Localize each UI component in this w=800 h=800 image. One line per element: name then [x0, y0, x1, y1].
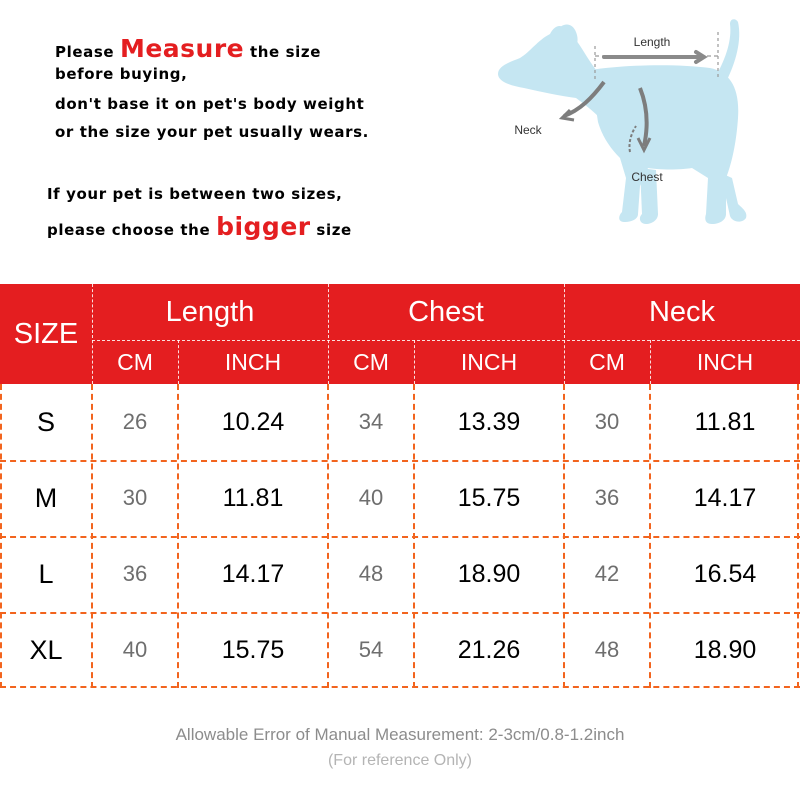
- chest-inch-header: INCH: [414, 340, 564, 384]
- header-divider: [564, 284, 565, 384]
- chest-label: Chest: [631, 170, 663, 184]
- table-row: [0, 460, 800, 536]
- instruction-line-choose-bigger: [47, 212, 352, 241]
- header-divider: [178, 340, 179, 384]
- length-cm-header: CM: [92, 340, 178, 384]
- column-divider: [563, 384, 565, 688]
- neck-cm-value: 36: [594, 485, 620, 510]
- length-cm-value: 36: [122, 561, 148, 586]
- header-divider: [92, 340, 800, 341]
- table-row: [0, 612, 800, 688]
- row-divider: [0, 460, 800, 462]
- instruction-line-between-sizes: If your pet is between two sizes,: [47, 185, 343, 203]
- length-inch-value: 14.17: [221, 559, 285, 588]
- neck-cm-header: CM: [564, 340, 650, 384]
- table-row: [0, 384, 800, 460]
- header-divider: [414, 340, 415, 384]
- length-cm-value: 40: [122, 637, 148, 662]
- length-arrow-icon: [604, 52, 704, 62]
- column-divider: [177, 384, 179, 688]
- table-row: [0, 536, 800, 612]
- header-divider: [92, 284, 93, 384]
- chest-cm-header: CM: [328, 340, 414, 384]
- neck-cm-value: 48: [594, 637, 620, 662]
- chest-cm-value: 34: [358, 409, 384, 434]
- chest-inch-value: 15.75: [457, 483, 521, 512]
- header-divider: [328, 284, 329, 384]
- bigger-emphasis: bigger: [216, 212, 311, 241]
- neck-inch-value: 11.81: [694, 407, 756, 436]
- neck-inch-value: 14.17: [693, 483, 757, 512]
- instruction-text: size: [310, 221, 352, 239]
- instruction-text: Please: [55, 43, 120, 61]
- measurement-error-note: Allowable Error of Manual Measurement: 2-3cm/0.8-1.2inch: [175, 725, 625, 744]
- length-cm-value: 26: [122, 409, 148, 434]
- length-inch-header: INCH: [178, 340, 328, 384]
- column-divider: [649, 384, 651, 688]
- size-column-header: SIZE: [0, 284, 92, 384]
- neck-inch-value: 18.90: [693, 635, 757, 664]
- size-chart-table: [0, 284, 800, 688]
- length-cm-value: 30: [122, 485, 148, 510]
- chest-group-header: Chest: [328, 284, 564, 340]
- chest-cm-value: 54: [358, 637, 384, 662]
- column-divider: [413, 384, 415, 688]
- length-group-header: Length: [92, 284, 328, 340]
- chest-inch-value: 21.26: [457, 635, 521, 664]
- instruction-line-measure: [55, 34, 321, 63]
- column-divider: [797, 384, 799, 688]
- neck-cm-value: 42: [594, 561, 620, 586]
- chest-cm-value: 40: [358, 485, 384, 510]
- neck-cm-value: 30: [594, 409, 620, 434]
- row-divider: [0, 686, 800, 688]
- reference-only-note: (For reference Only): [327, 752, 473, 769]
- dog-silhouette-icon: [498, 19, 746, 224]
- instruction-line-body-weight: don't base it on pet's body weight: [55, 95, 365, 113]
- column-divider: [327, 384, 329, 688]
- instruction-line-usual-size: or the size your pet usually wears.: [55, 123, 369, 141]
- instruction-line-before-buying: before buying,: [55, 65, 188, 83]
- size-label: S: [36, 406, 55, 437]
- size-label: L: [38, 558, 54, 589]
- size-label: M: [34, 482, 58, 513]
- chest-inch-value: 18.90: [457, 559, 521, 588]
- neck-inch-header: INCH: [650, 340, 800, 384]
- dog-measurement-diagram: [480, 18, 780, 248]
- length-inch-value: 15.75: [221, 635, 285, 664]
- column-divider: [91, 384, 93, 688]
- row-divider: [0, 536, 800, 538]
- instruction-text: the size: [244, 43, 321, 61]
- length-inch-value: 11.81: [222, 483, 284, 512]
- measure-emphasis: Measure: [119, 34, 245, 63]
- neck-group-header: Neck: [564, 284, 800, 340]
- chest-cm-value: 48: [358, 561, 384, 586]
- neck-label: Neck: [514, 123, 542, 137]
- size-label: XL: [29, 634, 63, 665]
- length-inch-value: 10.24: [221, 407, 285, 436]
- column-divider: [0, 384, 2, 688]
- neck-inch-value: 16.54: [693, 559, 757, 588]
- row-divider: [0, 612, 800, 614]
- chest-inch-value: 13.39: [457, 407, 521, 436]
- instruction-text: please choose the: [47, 221, 217, 239]
- length-label: Length: [633, 35, 671, 49]
- header-divider: [650, 340, 651, 384]
